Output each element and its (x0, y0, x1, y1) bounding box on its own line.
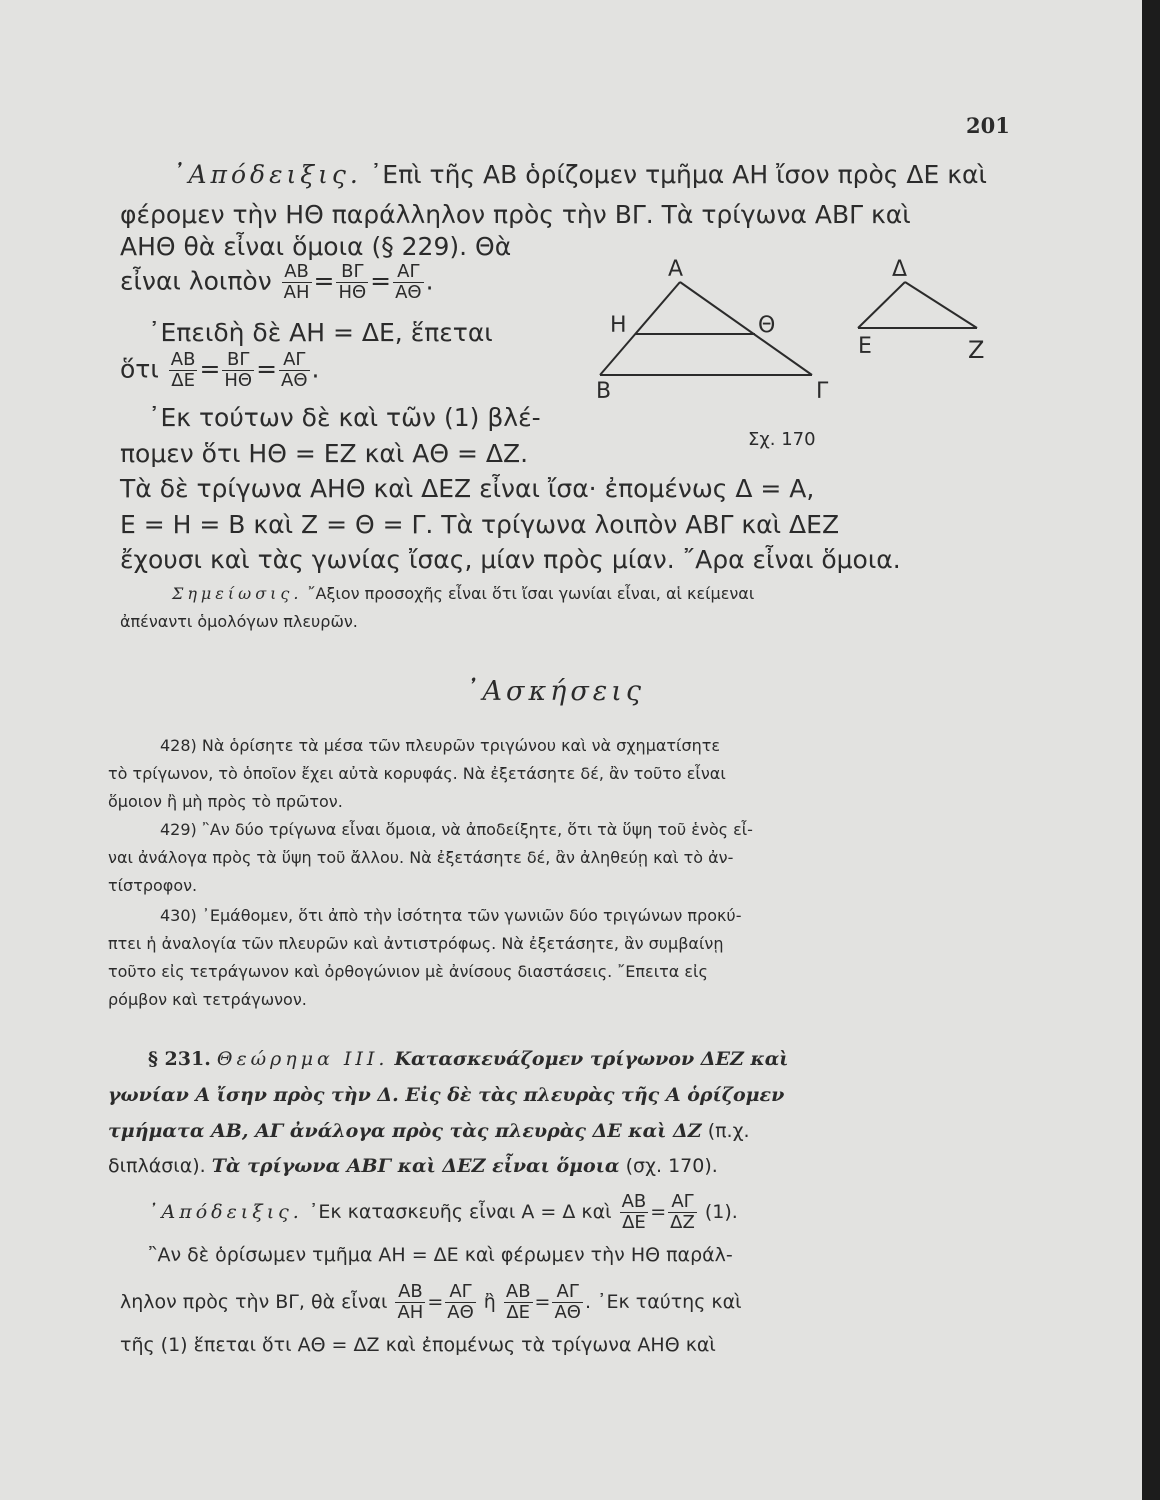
theorem-text-1: Κατασκευάζομεν τρίγωνον ΔΕΖ καὶ (394, 1048, 789, 1070)
fraction-ag-atheta-4: $\frac{A\Gamma}{A\Theta}$ (554, 1281, 581, 1323)
proof1-line-5: ᾿Επειδὴ δὲ ΑΗ = ΔΕ, ἕπεται (148, 318, 493, 347)
proof2-text-3: ληλον πρὸς τὴν ΒΓ, θὰ εἶναι (120, 1291, 388, 1313)
theorem-text-4a: διπλάσια). (108, 1155, 206, 1177)
theorem-name: Θεώρημα ΙΙΙ. (216, 1048, 389, 1070)
label-e: Ε (858, 334, 872, 359)
proof2-line-4: τῆς (1) ἕπεται ὅτι ΑΘ = ΔΖ καὶ ἐπομένως τὰ τρίγωνα ΑΗΘ καὶ (120, 1334, 716, 1356)
side-dz (905, 282, 977, 328)
note-label: Σημείωσις. (172, 584, 303, 603)
note-text-1: ῎Αξιον προσοχῆς εἶναι ὅτι ἴσαι γωνίαι εἶναι, αἱ κείμεναι (307, 584, 755, 603)
proof1-line-4: εἶναι λοιπὸν $\frac{AB}{AH}$ = $\frac{B\Gamma}{H\Theta}$ = $\frac{A\Gamma}{A\Theta}$ . (120, 261, 434, 303)
theorem-line-4 (108, 1155, 718, 1177)
theorem-line-1 (148, 1048, 789, 1070)
theorem-line-2: γωνίαν Α ἴσην πρὸς τὴν Δ. Εἰς δὲ τὰς πλευρὰς τῆς Α ὁρίζομεν (108, 1084, 785, 1106)
proof2-line-1: ᾿Απόδειξις. ᾿Εκ κατασκευῆς εἶναι Α = Δ καὶ $\frac{AB}{\Delta E}$ = $\frac{A\Gamma}{\Delta Z}$ (1). (148, 1191, 738, 1233)
exercise-428-line-2: τὸ τρίγωνον, τὸ ὁποῖον ἔχει αὐτὰ κορυφάς. Νὰ ἐξετάσητε δέ, ἂν τοῦτο εἶναι (108, 764, 726, 783)
proof1-line-8: πομεν ὅτι ΗΘ = ΕΖ καὶ ΑΘ = ΔΖ. (120, 439, 529, 468)
proof2-label: ᾿Απόδειξις. (148, 1201, 303, 1223)
fraction-ag-atheta-3: $\frac{A\Gamma}{A\Theta}$ (447, 1281, 474, 1323)
page-number: 201 (966, 113, 1010, 138)
equation-ref-1: (1). (704, 1201, 738, 1223)
label-d: Δ (892, 257, 908, 282)
exercise-428-line-1: 428) Νὰ ὁρίσητε τὰ μέσα τῶν πλευρῶν τριγώνου καὶ νὰ σχηματίσητε (160, 736, 721, 755)
proof2-line-3: ληλον πρὸς τὴν ΒΓ, θὰ εἶναι $\frac{AB}{AH}$ = $\frac{A\Gamma}{A\Theta}$ ἢ $\frac{AB}{\Delta E}$ = $\frac{A\Gamma}{A\Theta}$ . ᾿Εκ ταύτης καὶ (120, 1281, 742, 1323)
fraction-bg-htheta-2: $\frac{B\Gamma}{H\Theta}$ (224, 349, 253, 391)
fraction-ab-de-4: $\frac{AB}{\Delta E}$ (505, 1281, 531, 1323)
fraction-ag-dz: $\frac{A\Gamma}{\Delta Z}$ (670, 1191, 695, 1233)
proof-label: ᾿Απόδειξις. (172, 160, 362, 189)
or-word: ἢ (483, 1291, 496, 1313)
proof1-line-2: φέρομεν τὴν ΗΘ παράλληλον πρὸς τὴν ΒΓ. Τὰ τρίγωνα ΑΒΓ καὶ (120, 200, 911, 229)
theorem-example: (π.χ. (707, 1120, 750, 1142)
exercises-heading: ᾿Ασκήσεις (465, 676, 645, 707)
proof1-text-1: ᾿Επὶ τῆς ΑΒ ὁρίζομεν τμῆμα ΑΗ ἴσον πρὸς ΔΕ καὶ (369, 160, 987, 189)
label-h: Η (610, 313, 627, 338)
proof1-line-11: ἔχουσι καὶ τὰς γωνίας ἴσας, μίαν πρὸς μίαν. ῎Αρα εἶναι ὅμοια. (120, 545, 901, 574)
side-de (858, 282, 905, 328)
proof1-line-10: Ε = Η = Β καὶ Ζ = Θ = Γ. Τὰ τρίγωνα λοιπὸν ΑΒΓ καὶ ΔΕΖ (120, 510, 840, 539)
fraction-ab-ah-2: $\frac{AB}{AH}$ (397, 1281, 424, 1323)
theorem-figure-ref: (σχ. 170). (625, 1155, 718, 1177)
label-z: Ζ (968, 336, 985, 364)
note-line-2: ἀπέναντι ὁμολόγων πλευρῶν. (120, 612, 358, 631)
exercise-430-line-1: 430) ᾿Εμάθομεν, ὅτι ἀπὸ τὴν ἰσότητα τῶν γωνιῶν δύο τριγώνων προκύ- (160, 906, 742, 925)
figure-caption: Σχ. 170 (748, 429, 816, 450)
label-theta: Θ (758, 313, 776, 338)
fraction-ag-atheta: $\frac{A\Gamma}{A\Theta}$ (395, 261, 422, 303)
proof2-line-2: ῍Αν δὲ ὁρίσωμεν τμῆμα ΑΗ = ΔΕ καὶ φέρωμεν τὴν ΗΘ παράλ- (148, 1244, 733, 1266)
label-g: Γ (816, 379, 829, 404)
page-edge-shadow (1142, 0, 1160, 1500)
exercise-430-line-2: πτει ἡ ἀναλογία τῶν πλευρῶν καὶ ἀντιστρόφως. Νὰ ἐξετάσητε, ἂν συμβαίνῃ (108, 934, 724, 953)
proof1-line-9: Τὰ δὲ τρίγωνα ΑΗΘ καὶ ΔΕΖ εἶναι ἴσα· ἐπομένως Δ = Α, (120, 474, 815, 503)
fraction-ab-de-3: $\frac{AB}{\Delta E}$ (621, 1191, 647, 1233)
side-ag (680, 282, 812, 375)
proof2-text-1: ᾿Εκ κατασκευῆς εἶναι Α = Δ καὶ (308, 1201, 612, 1223)
theorem-statement: Τὰ τρίγωνα ΑΒΓ καὶ ΔΕΖ εἶναι ὅμοια (211, 1155, 620, 1177)
exercise-430-line-3: τοῦτο εἰς τετράγωνον καὶ ὀρθογώνιον μὲ ἀνίσους διαστάσεις. ῎Επειτα εἰς (108, 962, 708, 981)
proof2-text-3-end: ᾿Εκ ταύτης καὶ (597, 1291, 742, 1313)
proof1-line-7: ᾿Εκ τούτων δὲ καὶ τῶν (1) βλέ- (148, 403, 541, 432)
section-number: § 231. (148, 1048, 211, 1070)
proof1-line-3: ΑΗΘ θὰ εἶναι ὅμοια (§ 229). Θὰ (120, 232, 512, 261)
proof1-line-6: ὅτι $\frac{AB}{\Delta E}$ = $\frac{B\Gamma}{H\Theta}$ = $\frac{A\Gamma}{A\Theta}$ . (120, 349, 320, 391)
exercise-428-line-3: ὅμοιον ἢ μὴ πρὸς τὸ πρῶτον. (108, 792, 343, 811)
note-line-1 (172, 584, 754, 603)
theorem-text-3: τμήματα ΑΒ, ΑΓ ἀνάλογα πρὸς τὰς πλευρὰς ΔΕ καὶ ΔΖ (108, 1120, 702, 1142)
fraction-ab-ah: $\frac{AB}{AH}$ (283, 261, 310, 303)
figure-170-triangles (580, 250, 1000, 460)
fraction-ag-atheta-2: $\frac{A\Gamma}{A\Theta}$ (281, 349, 308, 391)
exercise-429-line-1: 429) ῍Αν δύο τρίγωνα εἶναι ὅμοια, νὰ ἀποδείξητε, ὅτι τὰ ὕψη τοῦ ἑνὸς εἶ- (160, 820, 753, 839)
theorem-line-3 (108, 1120, 750, 1142)
proof1-line-1 (172, 160, 987, 189)
label-b: Β (596, 379, 612, 404)
exercise-429-line-2: ναι ἀνάλογα πρὸς τὰ ὕψη τοῦ ἄλλου. Νὰ ἐξετάσητε δέ, ἂν ἀληθεύῃ καὶ τὸ ἀν- (108, 848, 734, 867)
fraction-bg-htheta: $\frac{B\Gamma}{H\Theta}$ (338, 261, 367, 303)
label-a: Α (668, 257, 684, 282)
fraction-ab-de: $\frac{AB}{\Delta E}$ (170, 349, 196, 391)
exercise-430-line-4: ρόμβον καὶ τετράγωνον. (108, 990, 307, 1009)
proof1-text-6: ὅτι (120, 354, 159, 384)
proof1-text-4: εἶναι λοιπὸν (120, 266, 272, 296)
exercise-429-line-3: τίστροφον. (108, 876, 198, 895)
